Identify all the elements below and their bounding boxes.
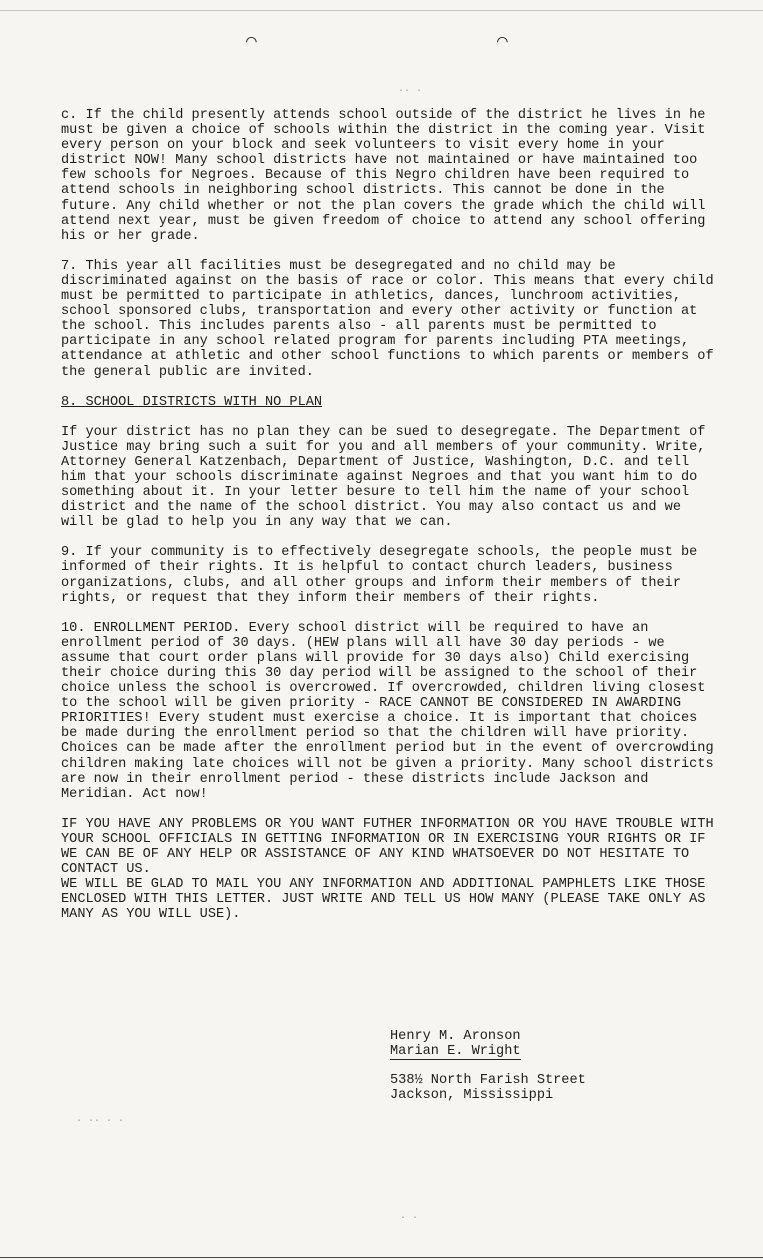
letter-body [61, 108, 721, 923]
bottom-edge [0, 1257, 763, 1258]
hole-punch-mark: ⌒ [497, 32, 508, 52]
signature-block [390, 1029, 586, 1103]
paragraph-9: 9. If your community is to effectively desegregate schools, the people must be informed of their rights. It is helpful to contact church leaders, business organizations, clubs, and all other groups and inform their members of their rights, or request that they inform their members of their rights. [61, 545, 706, 606]
closing-pamphlets: WE WILL BE GLAD TO MAIL YOU ANY INFORMATION AND ADDITIONAL PAMPHLETS LIKE THOSE ENCLOSED WITH THIS LETTER. JUST WRITE AND TELL US HOW MANY (PLEASE TAKE ONLY AS MANY AS YOU WILL USE). [61, 877, 714, 923]
address-city: Jackson, Mississippi [390, 1088, 554, 1104]
paragraph-7: 7. This year all facilities must be desegregated and no child may be discriminated against on the basis of race or color. This means that every child must be permitted to participate in athletics, dances, lunchroom activities, school sponsored clubs, transportation and every other activity or function at the school. This includes parents also - all parents must be permitted to participate in any school related program for parents including PTA meetings, attendance at athletic and other school functions to which parents or members of the general public are invited. [61, 258, 722, 380]
hole-punch-mark: ⌒ [246, 32, 257, 52]
paragraph-c: c. If the child presently attends school outside of the district he lives in he must be given a choice of schools within the district in the coming year. Visit every person on your block and seek volunteers to visit every home in your district NOW! Many school districts have not maintained or have maintained too few schools for Negroes. Because of this Negro children have been required to attend schools in neighboring school districts. This cannot be done in the future. Any child whether or not the plan covers the grade which the child will attend next year, must be given freedom of choice to attend any school offering his or her grade. [61, 108, 714, 244]
address-street: 538½ North Farish Street [390, 1073, 586, 1089]
scan-speckle: ·· · [398, 86, 423, 97]
signer-name: Marian E. Wright [390, 1044, 521, 1060]
signer-name: Henry M. Aronson [390, 1029, 521, 1044]
section-heading-8: 8. SCHOOL DISTRICTS WITH NO PLAN [61, 394, 323, 410]
paragraph-10: 10. ENROLLMENT PERIOD. Every school district will be required to have an enrollment period of 30 days. (HEW plans will all have 30 day periods - we assume that court order plans will provide for 30 days also) Child exercising their choice during this 30 day period will be assigned to the school of their choice unless the school is overcrowed. If overcrowded, children living closest to the school will be given priority - RACE CANNOT BE CONSIDERED IN AWARDING PRIORITIES! Every student must exercise a choice. It is important that choices be made during the enrollment period so that the children will have priority. Choices can be made after the enrollment period but in the event of overcrowding children making late choices will not be given a priority. Many school districts are now in their enrollment period - these districts include Jackson and Meridian. Act now! [61, 620, 722, 802]
scan-speckle: · · [400, 1213, 419, 1224]
paragraph-8-body: If your district has no plan they can be sued to desegregate. The Department of Justice may bring such a suit for you and all members of your community. Write, Attorney General Katzenbach, Department of Justice, Washington, D.C. and tell him that your schools discriminate against Negroes and that you want him to do something about it. In your letter besure to tell him the name of your school district and the name of the school district. You may also contact us and we will be glad to help you in any way that we can. [61, 424, 714, 531]
scan-speckle: · ·· · · [76, 1116, 125, 1127]
top-edge [0, 0, 763, 11]
closing-contact: IF YOU HAVE ANY PROBLEMS OR YOU WANT FUTHER INFORMATION OR YOU HAVE TROUBLE WITH YOUR SCHOOL OFFICIALS IN GETTING INFORMATION OR IN EXERCISING YOUR RIGHTS OR IF WE CAN BE OF ANY HELP OR ASSISTANCE OF ANY KIND WHATSOEVER DO NOT HESITATE TO CONTACT US. [61, 816, 722, 878]
